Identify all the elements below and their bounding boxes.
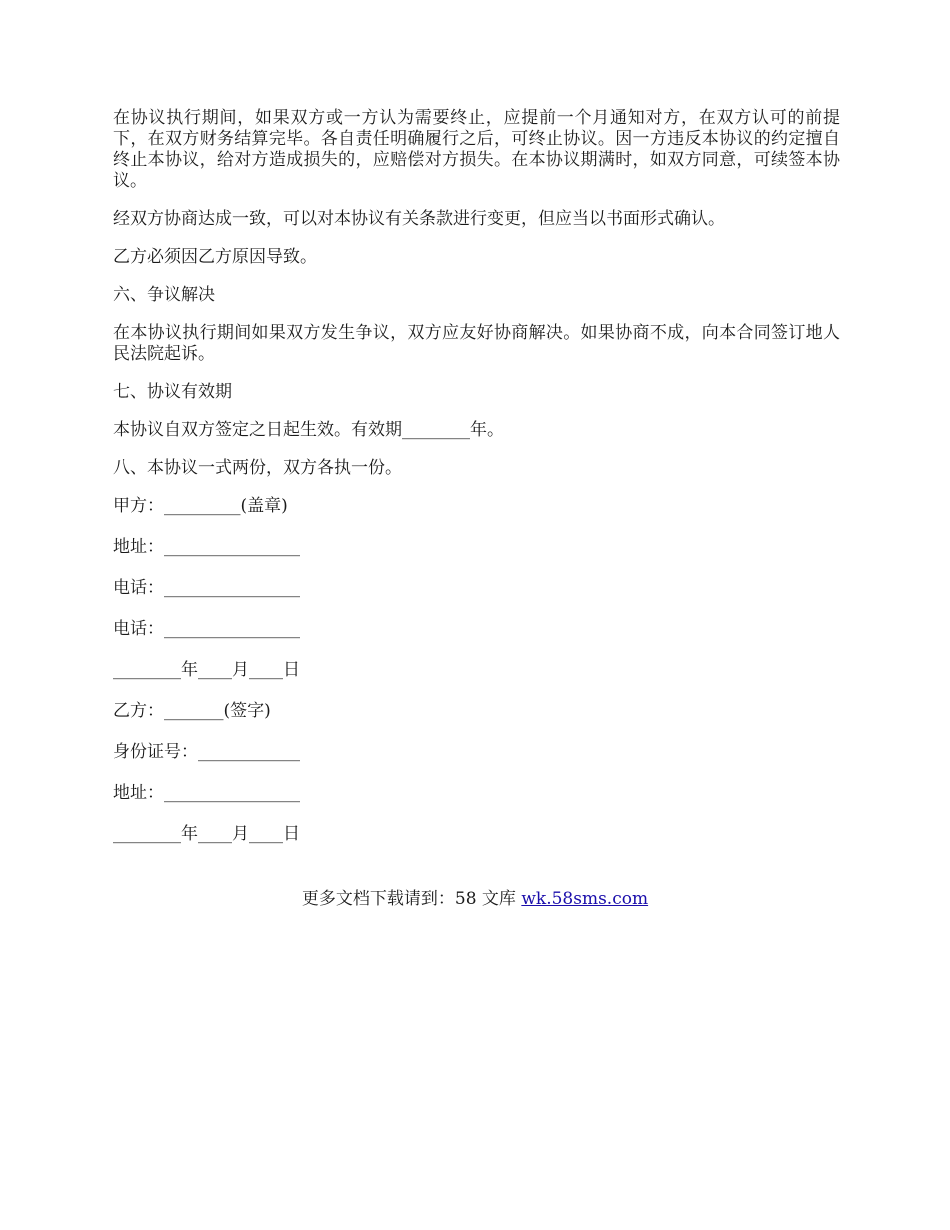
party-a-date-line: ________年____月____日 bbox=[113, 660, 300, 680]
footer-prefix: 更多文档下载请到：58 文库 bbox=[301, 889, 522, 909]
party-a-phone-line: 电话：________________ bbox=[113, 578, 300, 598]
party-b-date-line: ________年____月____日 bbox=[113, 824, 300, 844]
party-a-line: 甲方：_________(盖章) bbox=[113, 496, 288, 516]
section8-paragraph: 八、本协议一式两份，双方各执一份。 bbox=[113, 458, 402, 478]
signature-block bbox=[113, 496, 840, 845]
document-body bbox=[113, 108, 840, 865]
dispute-paragraph: 在本协议执行期间如果双方发生争议，双方应友好协商解决。如果协商不成，向本合同签订地人民法院起诉。 bbox=[113, 323, 840, 364]
termination-paragraph: 在协议执行期间，如果双方或一方认为需要终止，应提前一个月通知对方，在双方认可的前提下，在双方财务结算完毕。各自责任明确履行之后，可终止协议。因一方违反本协议的约定擅自终止本协议，给对方造成损失的，应赔偿对方损失。在本协议期满时，如双方同意，可续签本协议。 bbox=[113, 108, 840, 191]
section7-heading: 七、协议有效期 bbox=[113, 382, 232, 402]
party-a-phone-line-2: 电话：________________ bbox=[113, 619, 300, 639]
party-b-id-line: 身份证号：____________ bbox=[113, 742, 300, 762]
party-b-cause-paragraph: 乙方必须因乙方原因导致。 bbox=[113, 247, 317, 267]
section6-heading: 六、争议解决 bbox=[113, 285, 215, 305]
party-b-line: 乙方：_______(签字) bbox=[113, 701, 271, 721]
party-b-address-line: 地址：________________ bbox=[113, 783, 300, 803]
footer-link[interactable]: wk.58sms.com bbox=[521, 889, 649, 909]
amendment-paragraph: 经双方协商达成一致，可以对本协议有关条款进行变更，但应当以书面形式确认。 bbox=[113, 209, 725, 229]
party-a-address-line: 地址：________________ bbox=[113, 537, 300, 557]
validity-paragraph: 本协议自双方签定之日起生效。有效期________年。 bbox=[113, 420, 504, 440]
download-footer bbox=[0, 887, 950, 911]
